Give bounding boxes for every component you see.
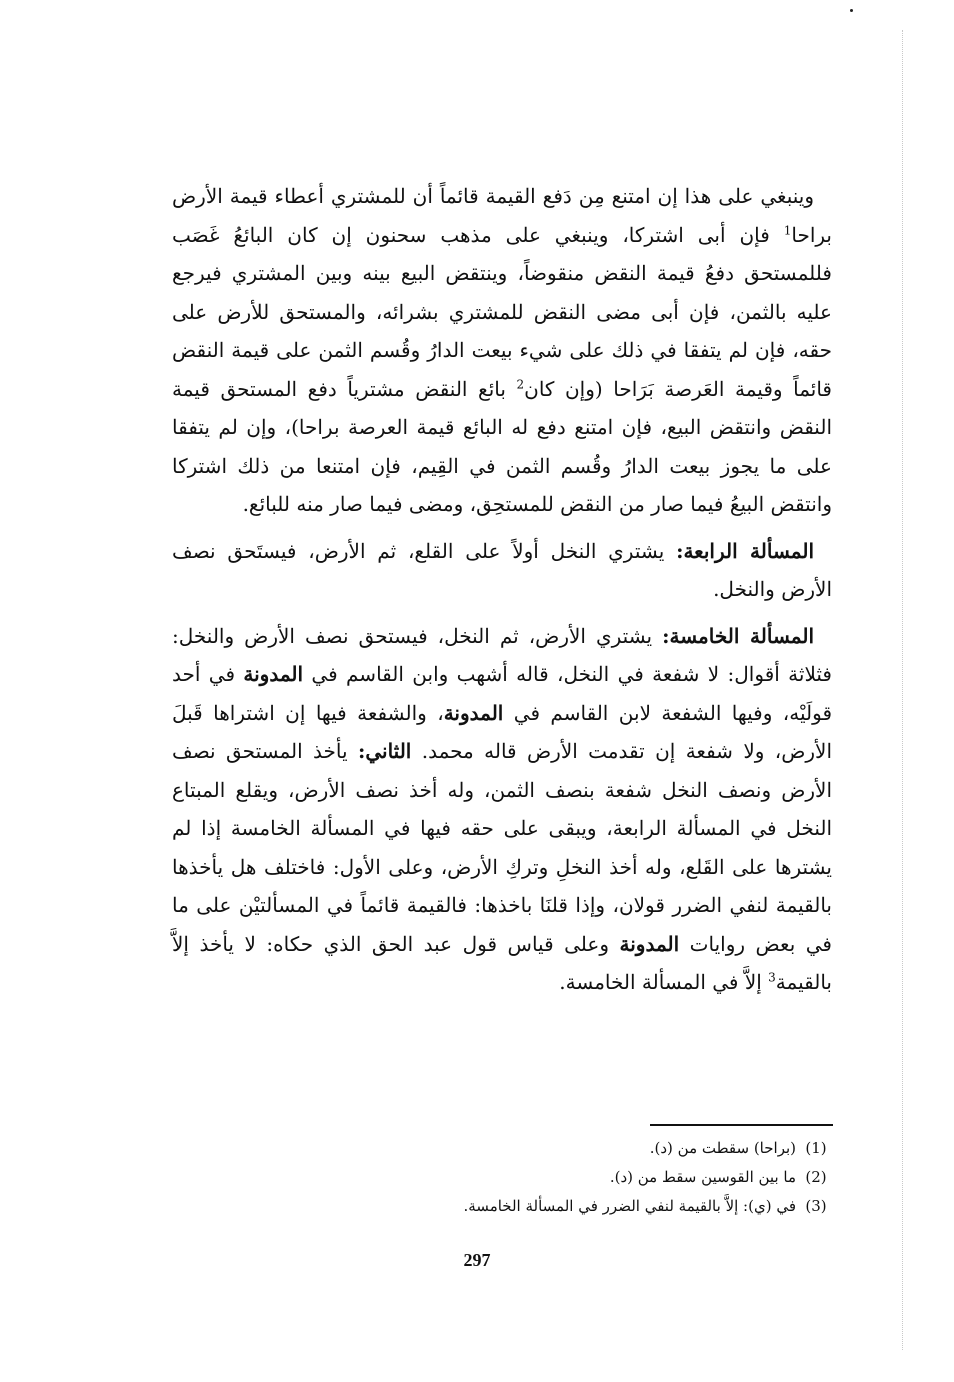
- footnote-ref: 3: [768, 970, 776, 985]
- footnote-separator: [650, 1124, 833, 1126]
- text-run: فإن أبى اشتركا، وينبغي على مذهب سحنون إن كان البائعُ غَصَب فللمستحق دفعُ قيمة النقض منقوضاً، وينتقض البيع بينه وبين المشتري فيرجع عليه بالثمن، فإن أبى مضى النقض للمشتري بشرائه، والمستحق للأرض على حقه، فإن لم يتفقا في ذلك على شيء بيعت الدارُ وقُسم الثمن على قيمة النقض قائماً وقيمة العَرصة بَرَاحا (وإن كان: [172, 222, 832, 401]
- main-text: [172, 177, 832, 1002]
- bold-term: المدونة: [243, 662, 304, 686]
- text-run: بائع النقض مشترياً دفع المستحق قيمة النقض وانتقض البيع، فإن امتنع دفع له البائع قيمة العرصة براحا)، وإن لم يتفقا على ما يجوز بيعت الدارُ وقُسم الثمن في القِيم، فإن امتنعا من ذلك اشتركا وانتقض البيعُ فيما صار من النقض للمستحِق، ومضى فيما صار منه للبائع.: [172, 376, 832, 516]
- footnote: [300, 1163, 836, 1192]
- text-run: يشتري النخل أولاً على القلع، ثم الأرض، فيستَحق نصف الأرض والنخل.: [172, 538, 832, 601]
- text-run: في أحد قولَيْه، وفيها الشفعة لابن القاسم في: [172, 662, 832, 725]
- footnote-number: (2): [805, 1168, 827, 1186]
- text-run: يشتري الأرض، ثم النخل، فيستحق نصف الأرض والنخل: فثلاثة أقوال: لا شفعة في النخل، قاله أشهب وابن القاسم في: [172, 623, 832, 686]
- footnote-text: في (ي): إلاَّ بالقيمة لنفي الضرر في المسألة الخامسة.: [463, 1197, 796, 1215]
- bold-term: الثاني:: [357, 739, 412, 763]
- page-number: 297: [463, 1250, 491, 1270]
- footnote-text: (براحا) سقطت من (د).: [649, 1139, 796, 1157]
- footnote: [300, 1192, 836, 1221]
- text-run: يأخذ المستحق نصف الأرض ونصف النخل شفعة بنصف الثمن، وله أخذ نصف الأرض، ويقلع المبتاع النخل في المسألة الرابعة، ويبقى على حقه فيها في المسألة الخامسة إذا لم يشترها على القَلع، وله أخذ النخلِ وتركِ الأرض، وعلى الأول: فاختلف هل يأخذها بالقيمة لنفي الضرر قولان، وإذا قلنَا باخذها: فالقيمة قائماً في المسألتيْن على ما في بعض روايات: [172, 739, 832, 956]
- footnotes: [300, 1134, 836, 1221]
- footnote: [300, 1134, 836, 1163]
- section-heading: المسألة الخامسة:: [662, 623, 814, 648]
- paragraph: [172, 617, 832, 1002]
- paragraph: [172, 177, 832, 524]
- footnote-ref: 1: [783, 222, 792, 237]
- bold-term: المدونة: [619, 931, 680, 956]
- paragraph: [172, 532, 832, 609]
- footnote-number: (1): [805, 1139, 827, 1157]
- page-edge-line: [902, 30, 904, 1350]
- bold-term: المدونة: [443, 700, 504, 725]
- footnote-ref: 2: [516, 376, 525, 391]
- text-run: إلاَّ في المسألة الخامسة.: [559, 970, 769, 994]
- page-corner-dot: [850, 9, 853, 12]
- text-run: وعلى قياس قول عبد الحق الذي حكاه: لا يأخذ إلاَّ بالقيمة: [172, 931, 832, 994]
- text-run: ، والشفعة فيها إن اشتراها قَبلَ الأرض، ولا شفعة إن تقدمت الأرض قاله محمد.: [172, 700, 833, 763]
- text-run: وينبغي على هذا إن امتنع مِن دَفع القيمة قائماً أن للمشتري أعطاء قيمة الأرض براحا: [172, 184, 832, 247]
- footnote-number: (3): [805, 1197, 827, 1215]
- footnote-text: ما بين القوسين سقط من (د).: [609, 1168, 796, 1186]
- section-heading: المسألة الرابعة:: [676, 538, 814, 563]
